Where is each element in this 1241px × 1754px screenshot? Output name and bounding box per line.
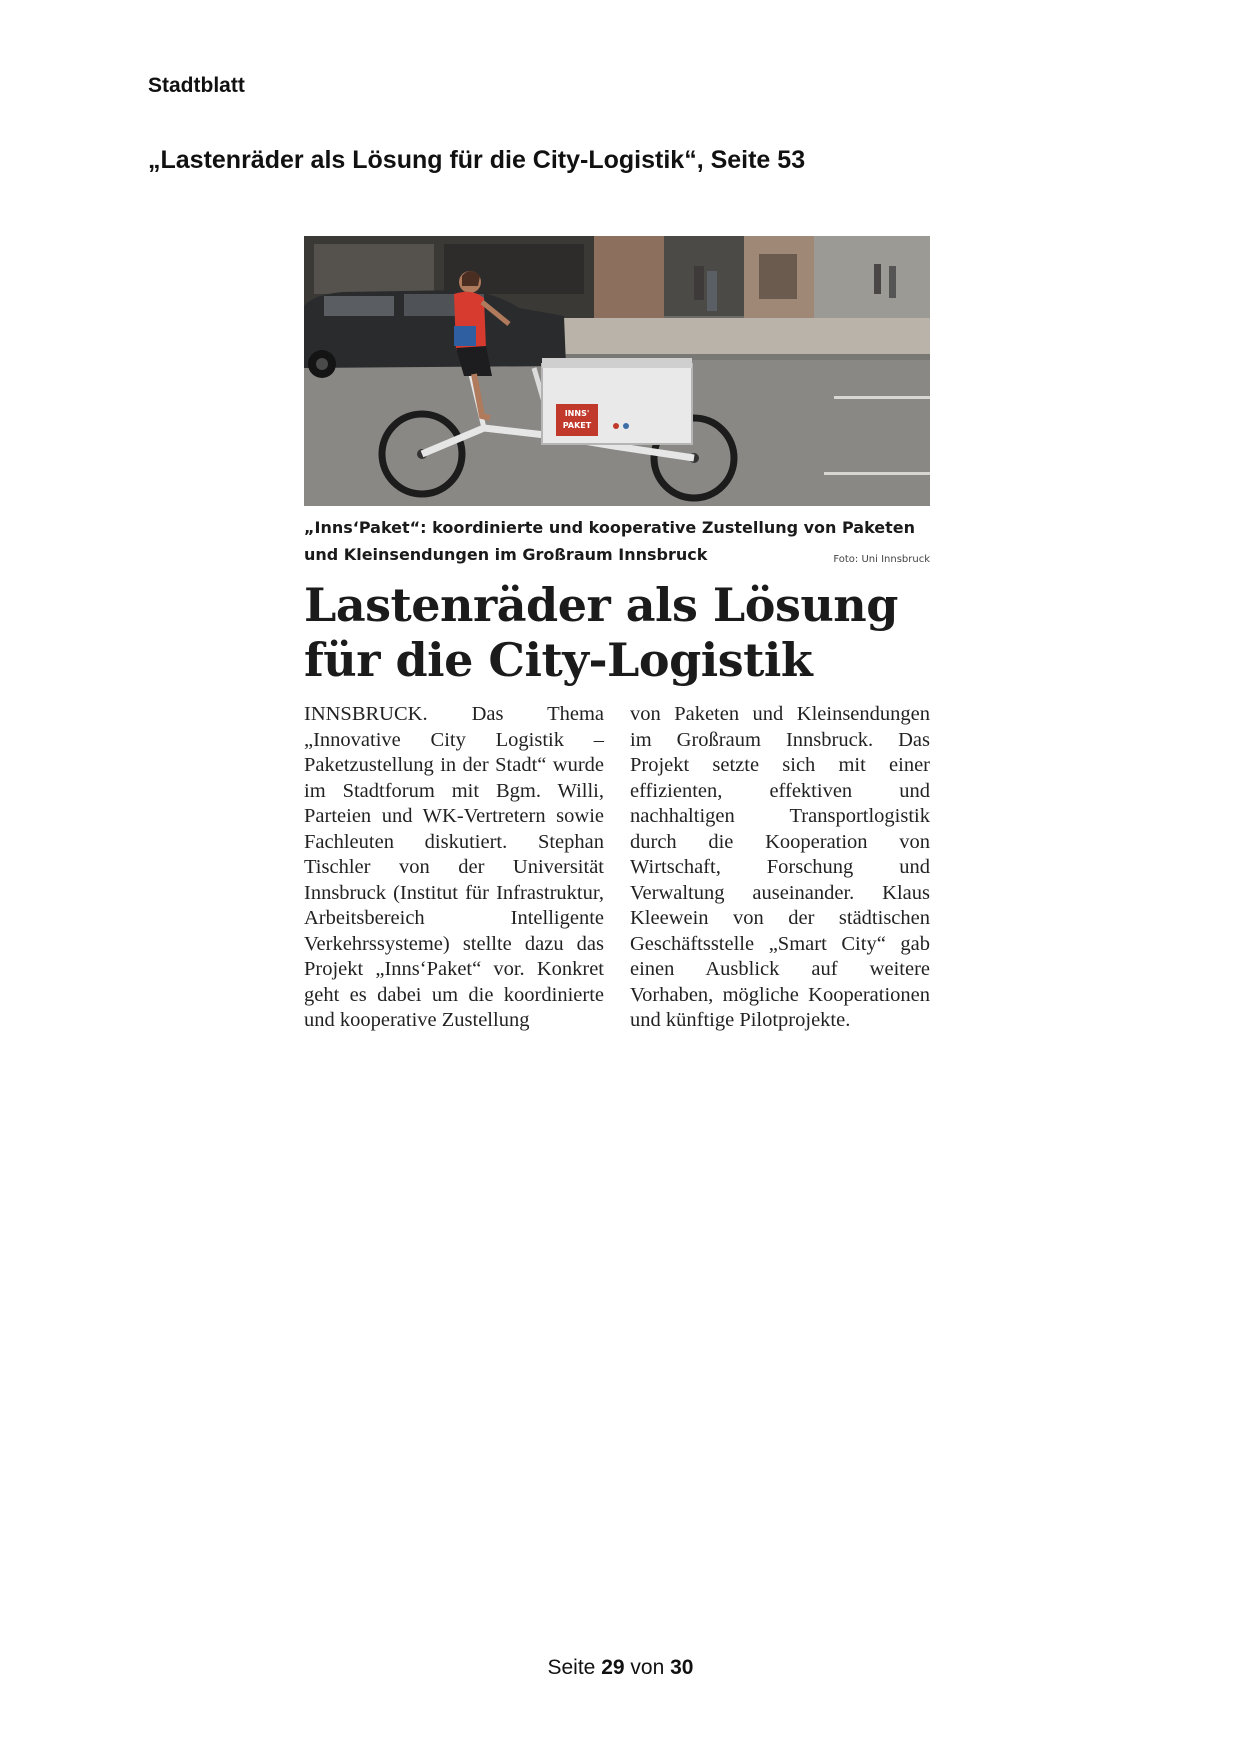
- source-title: Stadtblatt: [148, 74, 245, 97]
- photo-caption: „Inns‘Paket“: koordinierte und kooperative Zustellung von Paketen und Kleinsendungen im Großraum Innsbruck: [304, 518, 916, 564]
- footer-middle: von: [630, 1656, 665, 1679]
- photo-credit: Foto: Uni Innsbruck: [833, 554, 930, 565]
- article-body: [304, 702, 930, 1034]
- newspaper-clipping: [304, 236, 930, 1034]
- article-headline: [304, 578, 930, 688]
- footer-prefix: Seite: [547, 1656, 596, 1679]
- article-photo: [304, 236, 930, 506]
- photo-caption-block: [304, 514, 930, 568]
- article-heading: „Lastenräder als Lösung für die City-Logistik“, Seite 53: [148, 146, 806, 174]
- headline-line-1: Lastenräder als Lösung: [304, 578, 898, 632]
- page-footer: [0, 1656, 1241, 1680]
- article-column-1: INNSBRUCK. Das Thema „Innovative City Logistik – Paketzustellung in der Stadt“ wurde im Stadtforum mit Bgm. Willi, Parteien und WK-Vertretern sowie Fachleuten diskutiert. Stephan Tischler von der Universität Innsbruck (Institut für Infrastruktur, Arbeitsbereich Intelligente Verkehrssysteme) stellte dazu das Projekt „Inns‘Paket“ vor. Konkret geht es dabei um die koordinierte und kooperative Zustellung: [304, 703, 604, 1031]
- photo-box-label-2: PAKET: [562, 421, 592, 430]
- article-column-2: von Paketen und Kleinsendungen im Großraum Innsbruck. Das Projekt setzte sich mit einer effizienten, effektiven und nachhaltigen Transportlogistik durch die Kooperation von Wirtschaft, Forschung und Verwaltung auseinander. Klaus Kleewein von der städtischen Geschäftsstelle „Smart City“ gab einen Ausblick auf weitere Vorhaben, mögliche Kooperationen und künftige Pilotprojekte.: [630, 703, 930, 1031]
- footer-total-pages: 30: [670, 1656, 694, 1679]
- photo-box-label-1: INNS': [564, 409, 590, 418]
- headline-line-2: für die City-Logistik: [304, 633, 813, 687]
- footer-current-page: 29: [601, 1656, 625, 1679]
